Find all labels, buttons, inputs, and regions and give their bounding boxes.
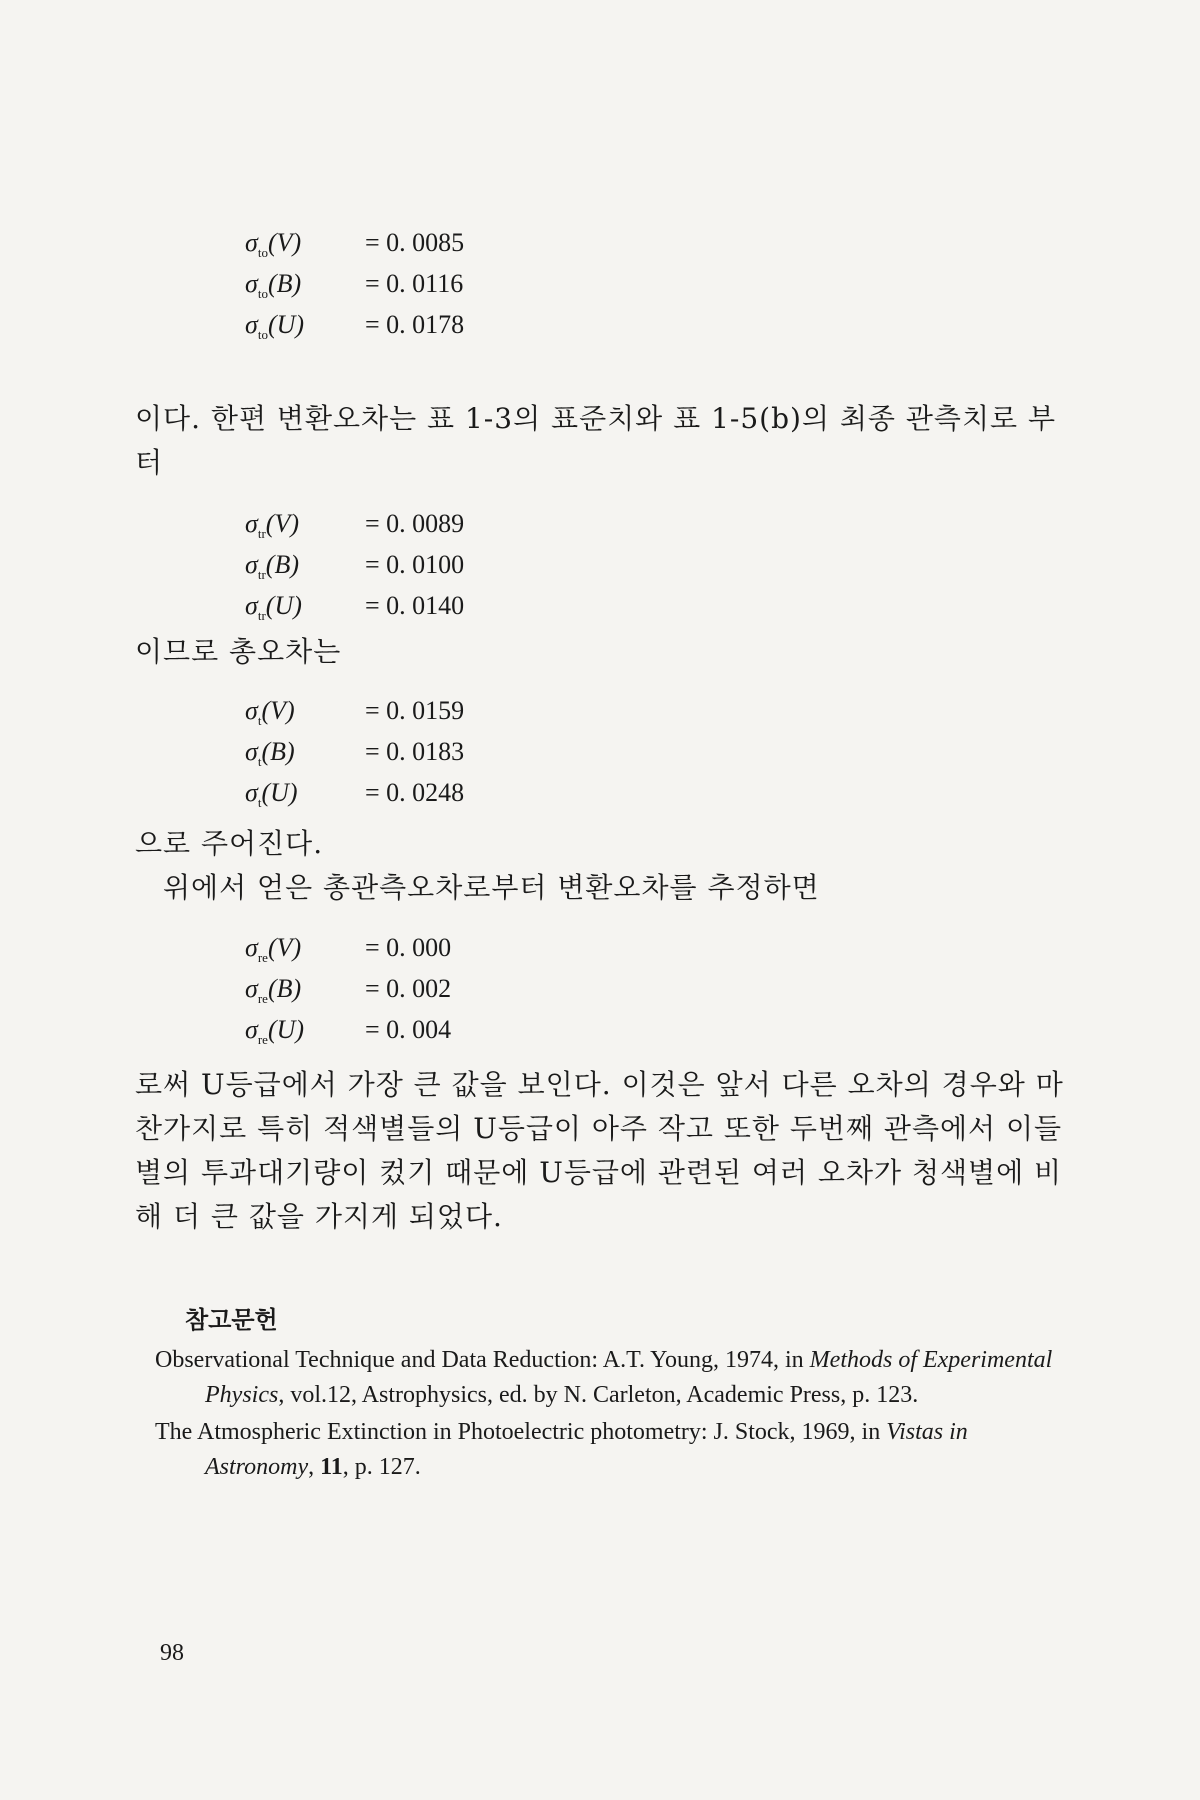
paragraph-2: 이므로 총오차는 [135, 635, 342, 668]
equation-line: $\sigma_{tr}(B) = 0$. 0100 [245, 550, 465, 583]
page-number: 98 [160, 1640, 184, 1666]
equation-group-sigma-to [245, 222, 464, 345]
references-title: 참고문헌 [185, 1305, 278, 1334]
equation-line: $\sigma_{tr}(U) = 0$. 0140 [245, 591, 465, 624]
references-section [155, 1300, 1055, 1487]
equation-group-sigma-re [245, 927, 451, 1050]
equation-line: $\sigma_{re}(V) = 0$. 000 [245, 933, 452, 966]
equation-line: $\sigma_{to}(B) = 0$. 0116 [245, 269, 464, 302]
equation-line: $\sigma_{tr}(V) = 0$. 0089 [245, 509, 465, 542]
equation-line: $\sigma_t(V) = 0$. 0159 [245, 696, 465, 729]
equation-line: $\sigma_t(U) = 0$. 0248 [245, 778, 465, 811]
reference-item: The Atmospheric Extinction in Photoelectric photometry: J. Stock, 1969, in Vistas in Astronomy, 11, p. 127. [155, 1419, 968, 1480]
equation-line: $\sigma_{to}(U) = 0$. 0178 [245, 310, 465, 343]
paragraph-3b: 위에서 얻은 총관측오차로부터 변환오차를 추정하면 [163, 871, 820, 904]
paragraph-1: 이다. 한편 변환오차는 표 1-3의 표준치와 표 1-5(b)의 최종 관측치로 부터 [135, 402, 1057, 479]
equation-line: $\sigma_{re}(U) = 0$. 004 [245, 1015, 452, 1048]
paragraph-3a: 으로 주어진다. [135, 827, 324, 860]
paragraph-4: 로써 U등급에서 가장 큰 값을 보인다. 이것은 앞서 다른 오차의 경우와 마찬가지로 특히 적색별들의 U등급이 아주 작고 또한 두번째 관측에서 이들 별의 투과대기량이 컸기 때문에 U등급에 관련된 여러 오차가 청색별에 비해 더 큰 값을 가지게 되었다. [135, 1068, 1064, 1233]
reference-item: Observational Technique and Data Reduction: A.T. Young, 1974, in Methods of Experimental Physics, vol.12, Astrophysics, ed. by N. Carleton, Academic Press, p. 123. [155, 1347, 1053, 1408]
equation-line: $\sigma_{re}(B) = 0$. 002 [245, 974, 452, 1007]
equation-line: $\sigma_t(B) = 0$. 0183 [245, 737, 465, 770]
equation-group-sigma-t [245, 690, 464, 813]
equation-group-sigma-tr [245, 503, 464, 626]
equation-line: $\sigma_{to}(V) = 0$. 0085 [245, 228, 465, 261]
